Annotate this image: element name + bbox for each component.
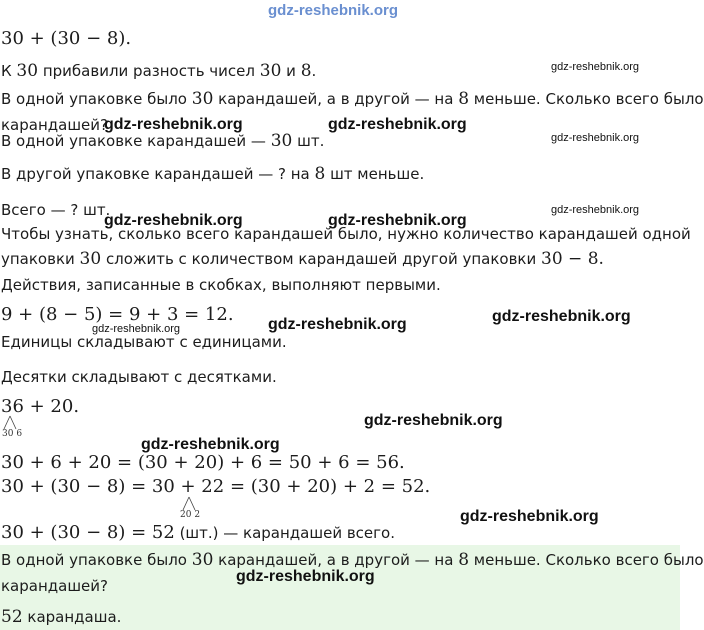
watermark: gdz-reshebnik.org: [268, 316, 407, 333]
units-rule: Единицы складывают с единицами.: [1, 333, 287, 351]
expression-1: 30 + (30 − 8).: [1, 28, 132, 49]
explanation-line-2: упаковки 30 сложить с количеством карандашей другой упаковки 30 − 8.: [1, 249, 604, 269]
watermark: gdz-reshebnik.org: [141, 436, 280, 453]
split-branch-2: [181, 497, 197, 511]
short-note-3: Всего — ? шт.: [1, 201, 111, 219]
calculation-3: 30 + 6 + 20 = (30 + 20) + 6 = 50 + 6 = 56.: [1, 452, 405, 473]
watermark: gdz-reshebnik.org: [492, 308, 631, 325]
problem-text-line-2: карандашей?: [1, 116, 108, 134]
calculation-1: 9 + (8 − 5) = 9 + 3 = 12.: [1, 304, 234, 325]
explanation-line-1: Чтобы узнать, сколько всего карандашей было, нужно количество карандашей одной: [1, 225, 691, 243]
watermark-small: gdz-reshebnik.org: [92, 323, 181, 335]
description-line: К 30 прибавили разность чисел 30 и 8.: [1, 61, 317, 81]
watermark: gdz-reshebnik.org: [460, 508, 599, 525]
tens-rule: Десятки складывают с десятками.: [1, 368, 277, 386]
calculation-2: 36 + 20.: [1, 396, 80, 417]
split-branch-1: [2, 416, 18, 430]
answer-result: 52 карандаша.: [1, 607, 122, 627]
problem-text-line-1: В одной упаковке было 30 карандашей, а в другой — на 8 меньше. Сколько всего было: [1, 89, 704, 109]
calculation-4: 30 + (30 − 8) = 30 + 22 = (30 + 20) + 2 = 52.: [1, 476, 431, 497]
watermark: gdz-reshebnik.org: [104, 116, 243, 133]
explanation-line-3: Действия, записанные в скобках, выполняют первыми.: [1, 276, 441, 294]
watermark: gdz-reshebnik.org: [364, 412, 503, 429]
watermark: gdz-reshebnik.org: [328, 212, 467, 229]
watermark-top: gdz-reshebnik.org: [268, 2, 399, 19]
split-numbers-1: 30 6: [2, 429, 23, 439]
answer-question-line-2: карандашей?: [1, 577, 108, 595]
watermark: gdz-reshebnik.org: [328, 116, 467, 133]
short-note-2: В другой упаковке карандашей — ? на 8 шт меньше.: [1, 164, 425, 184]
watermark-small: gdz-reshebnik.org: [551, 61, 640, 73]
answer-question-line-1: В одной упаковке было 30 карандашей, а в другой — на 8 меньше. Сколько всего было: [1, 550, 704, 570]
watermark-small: gdz-reshebnik.org: [551, 204, 640, 216]
short-note-1: В одной упаковке карандашей — 30 шт.: [1, 131, 325, 151]
split-numbers-2: 20 2: [180, 510, 201, 520]
watermark: gdz-reshebnik.org: [104, 212, 243, 229]
watermark-small: gdz-reshebnik.org: [551, 132, 640, 144]
watermark: gdz-reshebnik.org: [236, 568, 375, 585]
final-expression: 30 + (30 − 8) = 52 (шт.) — карандашей всего.: [1, 522, 395, 543]
